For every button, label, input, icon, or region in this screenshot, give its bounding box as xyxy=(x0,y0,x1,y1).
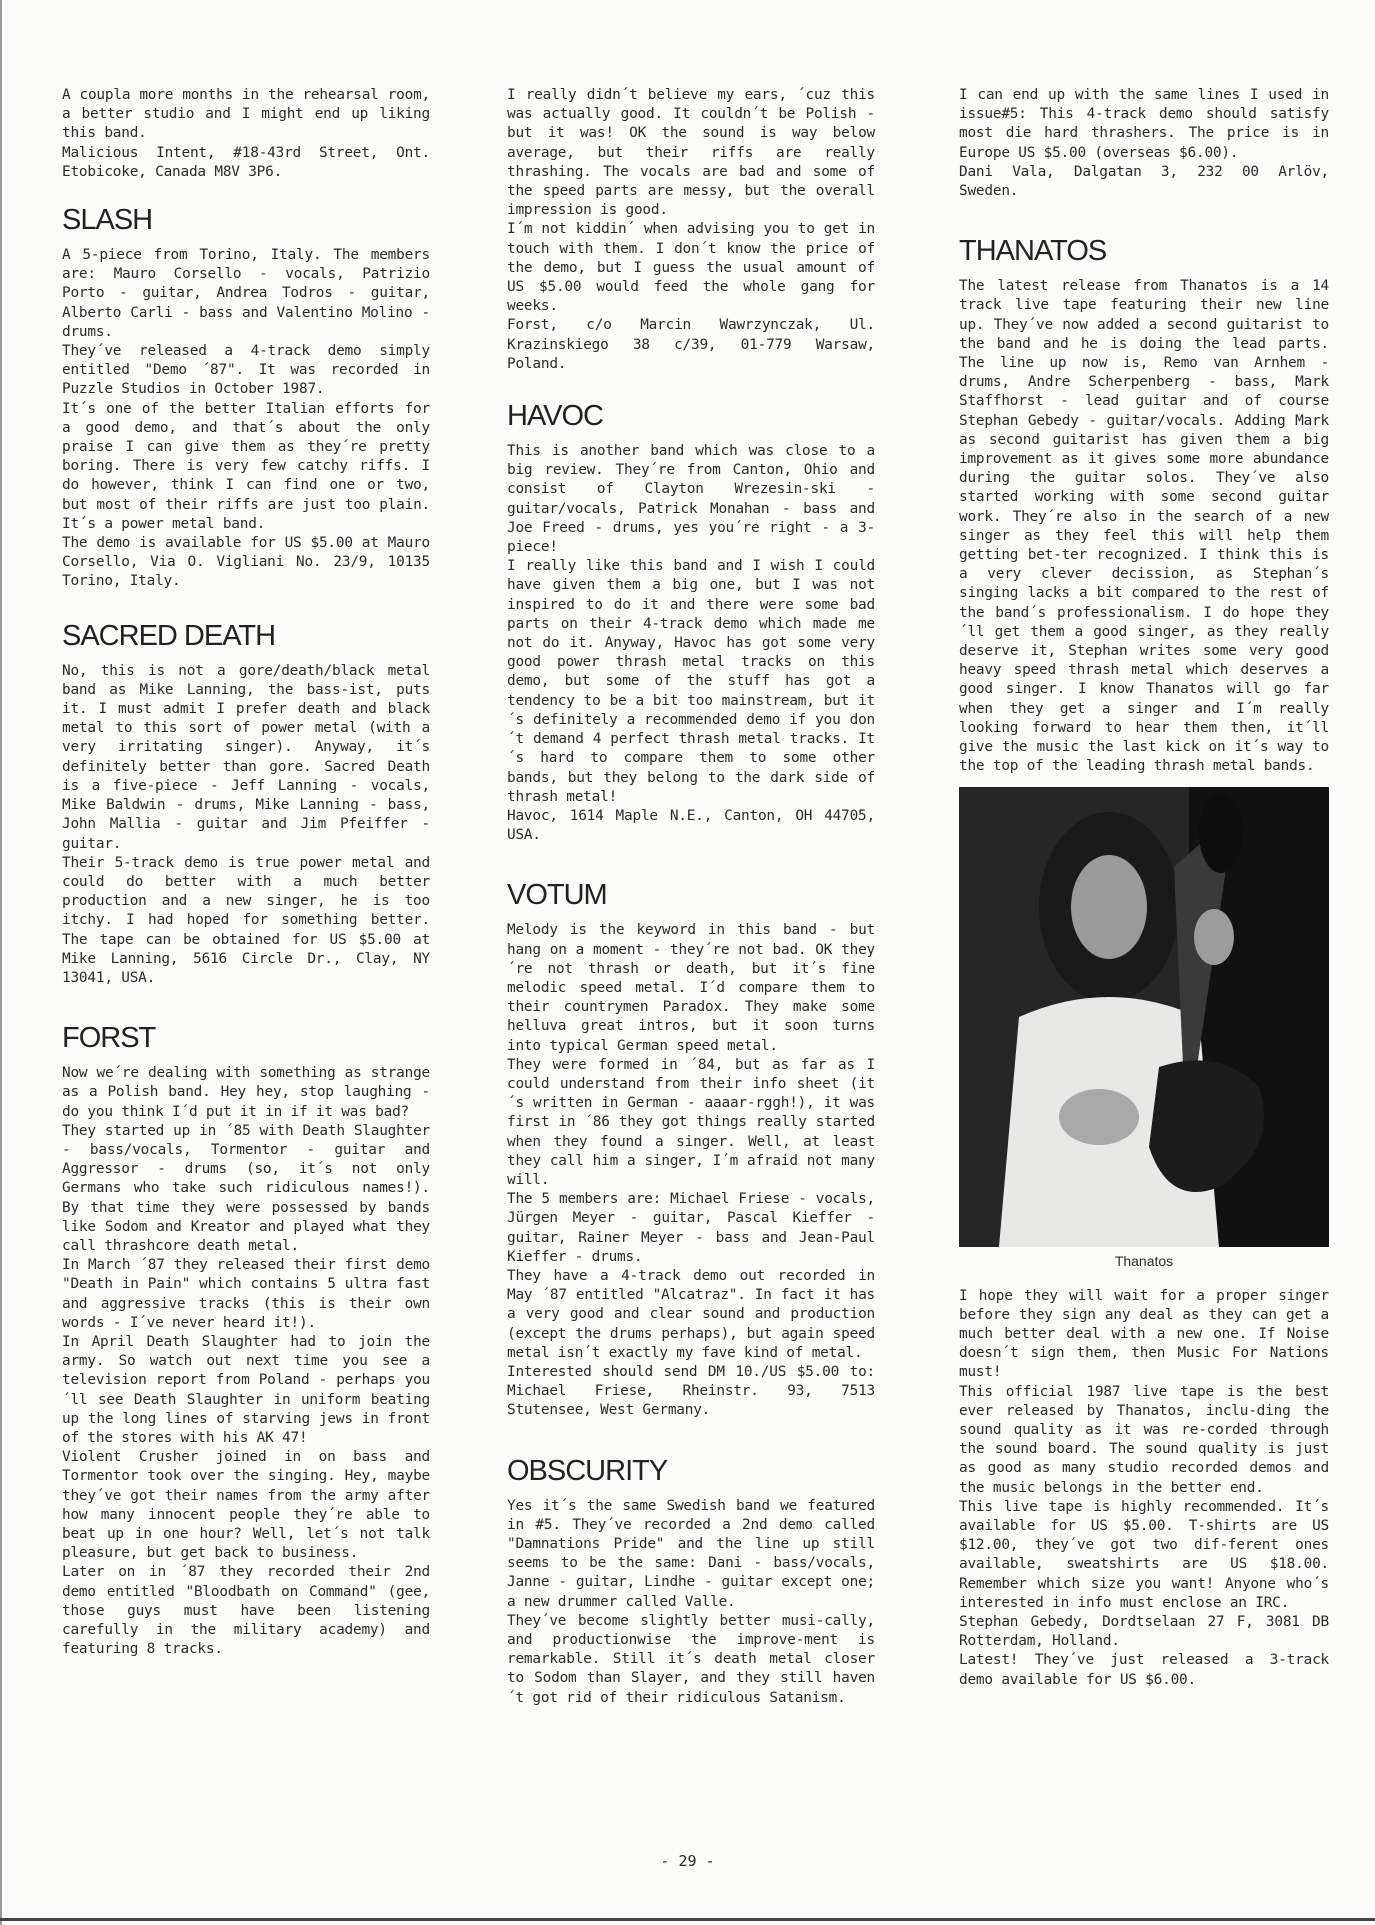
review-forst-continued: I really didn´t believe my ears, ´cuz this was actually good. It couldn´t be Polish - but it was! OK the sound is way below average, but their riffs are really thrashing. The vocals are bad and some of the speed parts are messy, but the overall impression is good. I´m not kiddin´ when advising you to get in touch with them. I don´t know the price of the demo, but I guess the usual amount of US $5.00 would feed the whole gang for weeks. Forst, c/o Marcin Wawrzynczak, Ul. Krazinskiego 38 c/39, 01-779 Warsaw, Poland. xyxy=(507,87,875,372)
review-slash: A 5-piece from Torino, Italy. The members are: Mauro Corsello - vocals, Patrizio Porto - guitar, Andrea Todros - guitar, Alberto Carli - bass and Valentino Molino - drums. They´ve released a 4-track demo simply entitled "Demo ´87". It was recorded in Puzzle Studios in October 1987. It´s one of the better Italian efforts for a good demo, and that´s about the only praise I can give them as they´re pretty boring. There is very few catchy riffs. I do however, think I can find one or two, but most of their riffs are just too plain. It´s a power metal band. The demo is available for US $5.00 at Mauro Corsello, Via O. Vigliani No. 23/9, 10135 Torino, Italy. xyxy=(62,247,430,590)
column-3 xyxy=(959,86,1329,1690)
heading-slash: SLASH xyxy=(62,204,153,237)
heading-obscurity: OBSCURITY xyxy=(507,1454,668,1487)
band-photo xyxy=(959,787,1329,1247)
column-1 xyxy=(62,86,430,1659)
malicious-intent-ending: A coupla more months in the rehearsal room, a better studio and I might end up liking this band. Malicious Intent, #18-43rd Street, Ont. Etobicoke, Canada M8V 3P6. xyxy=(62,87,430,180)
guitarist-photo-illustration xyxy=(959,787,1329,1247)
scan-edge-left xyxy=(0,0,2,1925)
column-2 xyxy=(507,86,875,1708)
review-votum: Melody is the keyword in this band - but hang on a moment - they´re not bad. OK they´re not thrash or death, but it´s fine melodic speed metal. I´d compare them to their countrymen Paradox. They make some helluva great intros, but it soon turns into typical German speed metal. They were formed in ´84, but as far as I could understand from their info sheet (it´s written in German - aaaar-rggh!), it was first in ´86 they got things really started when they found a singer. Well, at least they call him a singer, I´m afraid not many will. The 5 members are: Michael Friese - vocals, Jürgen Meyer - guitar, Pascal Kieffer - guitar, Rainer Meyer - bass and Jean-Paul Kieffer - drums. They have a 4-track demo out recorded in May ´87 entitled "Alcatraz". In fact it has a very good and clear sound and production (except the drums perhaps), but again speed metal isn´t exactly my fave kind of metal. Interested should send DM 10./US $5.00 to: Michael Friese, Rheinstr. 93, 7513 Stutensee, West Germany. xyxy=(507,922,875,1419)
review-thanatos: The latest release from Thanatos is a 14 track live tape featuring their new line up. They´ve now added a second guitarist to the band and he is doing the lead parts. The line up now is, Remo van Arnhem - drums, Andre Scherpenberg - bass, Mark Staffhorst - lead guitar and of course Stephan Gebedy - guitar/vocals. Adding Mark as second guitarist has given them a big improvement as it gives some more abundance during the guitar solos. They´ve also started working with some second guitar work. They´re also in the search of a new singer as they feel this will help them getting bet-ter recognized. I think this is a very clever decission, as Stephan´s singing lacks a bit compared to the rest of the band´s professionalism. I do hope they´ll get them a good singer, as they really deserve it, Stephan writes some very good heavy speed thrash metal which deserves a good singer. I know Thanatos will go far when they get a singer and I´m really looking forward to hear them then, it´ll give the music the last kick on it´s way to the top of the leading thrash metal bands. xyxy=(959,278,1329,775)
review-forst: Now we´re dealing with something as strange as a Polish band. Hey hey, stop laughing - do you think I´d put it in if it was bad? They started up in ´85 with Death Slaughter - bass/vocals, Tormentor - guitar and Aggressor - drums (so, it´s not only Germans who take such ridiculous names!). By that time they were possessed by bands like Sodom and Kreator and played what they call thrashcore death metal. In March ´87 they released their first demo "Death in Pain" which contains 5 ultra fast and aggressive tracks (this is their own words - I´ve never heard it!). In April Death Slaughter had to join the army. So watch out next time you see a television report from Poland - perhaps you´ll see Death Slaughter in uniform beating up the long lines of starving jews in front of the stores with his AK 47! Violent Crusher joined in on bass and Tormentor took over the singing. Hey, maybe they´ve got their names from the army after how many innocent people they´re able to beat up in one hour? Well, let´s not talk pleasure, but get back to business. Later on in ´87 they recorded their 2nd demo entitled "Bloodbath on Command" (gee, those guys must have been listening carefully in the military academy) and featuring 8 tracks. xyxy=(62,1065,430,1658)
review-sacred-death: No, this is not a gore/death/black metal band as Mike Lanning, the bass-ist, puts it. I must admit I prefer death and black metal to this sort of power metal (with a very irritating singer). Anyway, it´s definitely better than gore. Sacred Death is a five-piece - Jeff Lanning - vocals, Mike Baldwin - drums, Mike Lanning - bass, John Mallia - guitar and Jim Pfeiffer - guitar. Their 5-track demo is true power metal and could do better with a much better production and a new singer, he is too itchy. I had hoped for something better. The tape can be obtained for US $5.00 at Mike Lanning, 5616 Circle Dr., Clay, NY 13041, USA. xyxy=(62,662,430,986)
heading-votum: VOTUM xyxy=(507,879,607,912)
heading-sacred-death: SACRED DEATH xyxy=(62,619,276,652)
review-obscurity: Yes it´s the same Swedish band we featured in #5. They´ve recorded a 2nd demo called "Damnations Pride" and the line up still seems to be the same: Dani - bass/vocals, Janne - guitar, Lindhe - guitar except one; a new drummer called Valle. They´ve become slightly better musi-cally, and productionwise the improve-ment is remarkable. Still it´s death metal closer to Sodom than Slayer, and they still haven´t got rid of their ridiculous Satanism. xyxy=(507,1497,875,1706)
scan-edge-bottom xyxy=(0,1918,1375,1921)
review-thanatos-continued: I hope they will wait for a proper singer before they sign any deal as they can get a much better deal with a new one. If Noise doesn´t sign them, then Music For Nations must! This official 1987 live tape is the best ever released by Thanatos, inclu-ding the sound quality as it was re-corded through the sound board. The sound quality is just as good as many studio recorded demos and the music belongs in the better end. This live tape is highly recommended. It´s available for US $5.00. T-shirts are US $12.00, they´ve got two dif-ferent ones available, sweatshirts are US $18.00. Remember which size you want! Anyone who´s interested in info must enclose an IRC. Stephan Gebedy, Dordtselaan 27 F, 3081 DB Rotterdam, Holland. Latest! They´ve just released a 3-track demo available for US $6.00. xyxy=(959,1287,1329,1688)
review-havoc: This is another band which was close to a big review. They´re from Canton, Ohio and consist of Clayton Wrezesin-ski - guitar/vocals, Patrick Monahan - bass and Joe Freed - drums, yes you´re right - a 3-piece! I really like this band and I wish I could have given them a big one, but I was not inspired to do it and there were some bad parts on their 4-track demo which made me not do it. Anyway, Havoc has got some very good power thrash metal tracks on this demo, but some of the stuff has got a tendency to be a bit too mainstream, but it´s definitely a recommended demo if you don´t demand 4 perfect thrash metal tracks. It´s hard to compare them to some other bands, but they belong to the dark side of thrash metal! Havoc, 1614 Maple N.E., Canton, OH 44705, USA. xyxy=(507,443,875,844)
review-obscurity-continued: I can end up with the same lines I used in issue#5: This 4-track demo should satisfy most die hard thrashers. The price is in Europe US $5.00 (overseas $6.00). Dani Vala, Dalgatan 3, 232 00 Arlöv, Sweden. xyxy=(959,87,1329,200)
heading-forst: FORST xyxy=(62,1022,156,1055)
photo-caption: Thanatos xyxy=(1114,1252,1174,1269)
heading-havoc: HAVOC xyxy=(507,400,603,433)
page-number: - 29 - xyxy=(660,1852,715,1870)
heading-thanatos: THANATOS xyxy=(959,235,1107,268)
